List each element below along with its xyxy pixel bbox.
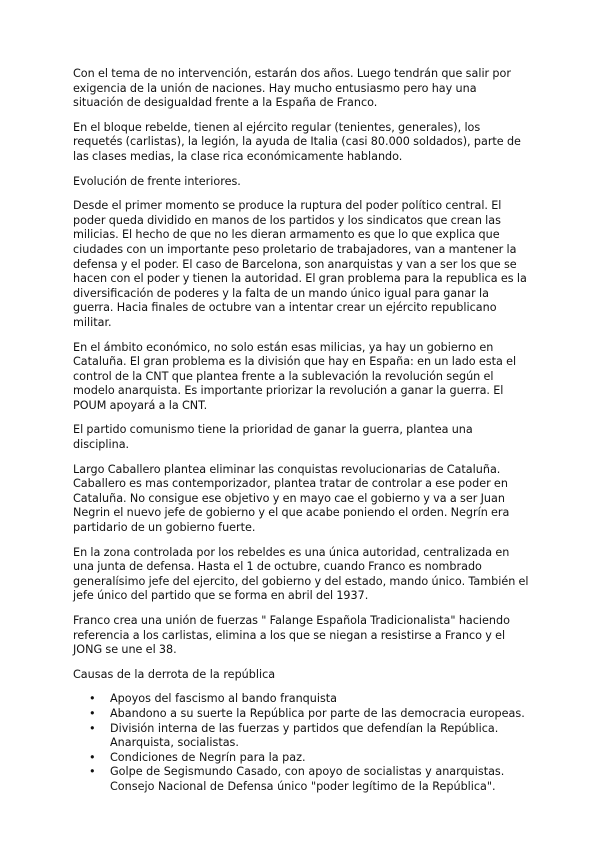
paragraph-largo-caballero: Largo Caballero plantea eliminar las conquistas revolucionarias de Cataluña. Caballero es mas contemporizador, plantea tratar de controlar a ese poder en Cataluña. No consigue ese objetivo y en mayo cae el gobierno y va a ser Juan Negrin el nuevo jefe de gobierno y el que acabe poniendo el orden. Negrín era partidario de un gobierno fuerte. <box>73 462 510 535</box>
document-page <box>73 67 529 795</box>
list-item <box>73 751 529 766</box>
paragraph-franco-union: Franco crea una unión de fuerzas " Falange Española Tradicionalista" haciendo referencia a los carlistas, elimina a los que se niegan a resistirse a Franco y el JONG se une el 38. <box>73 614 510 657</box>
list-item <box>73 692 529 707</box>
paragraph-economic-sphere: En el ámbito económico, no solo están esas milicias, ya hay un gobierno en Cataluña. El gran problema es la división que hay en España: en un lado esta el control de la CNT que plantea frente a la sublevación la revolución según el modelo anarquista. Es importante priorizar la revolución a ganar la guerra. El POUM apoyará a la CNT. <box>73 340 517 412</box>
list-item-text: Condiciones de Negrín para la paz. <box>110 750 306 764</box>
paragraph-communist-party: El partido comunismo tiene la prioridad de ganar la guerra, plantea una disciplina. <box>73 423 473 452</box>
list-item-text: División interna de las fuerzas y partidos que defendían la República. Anarquista, socialistas. <box>110 721 499 750</box>
bullet-icon: • <box>89 692 96 706</box>
list-item-text: Golpe de Segismundo Casado, con apoyo de socialistas y anarquistas. Consejo Nacional de Defensa único "poder legítimo de la República". <box>110 765 505 793</box>
bullet-icon: • <box>89 706 96 720</box>
paragraph-rebel-zone: En la zona controlada por los rebeldes es una única autoridad, centralizada en una junta de defensa. Hasta el 1 de octubre, cuando Franco es nombrado generalísimo jefe del ejercito, del gobierno y del estado, mando único. También el jefe único del partido que se forma en abril del 1937. <box>73 545 529 603</box>
bullet-icon: • <box>89 765 96 779</box>
bullet-icon: • <box>89 721 96 735</box>
paragraph-interior-fronts-heading: Evolución de frente interiores. <box>73 174 241 188</box>
causes-heading: Causas de la derrota de la república <box>73 667 276 681</box>
bullet-icon: • <box>89 750 96 764</box>
causes-list <box>73 692 529 794</box>
paragraph-rebel-bloc: En el bloque rebelde, tienen al ejército regular (tenientes, generales), los requetés (carlistas), la legión, la ayuda de Italia (casi 80.000 soldados), parte de las clases medias, la clase rica económicamente hablando. <box>73 120 521 163</box>
list-item <box>73 707 529 722</box>
list-item-text: Apoyos del fascismo al bando franquista <box>110 692 338 706</box>
paragraph-no-intervention: Con el tema de no intervención, estarán dos años. Luego tendrán que salir por exigencia de la unión de naciones. Hay mucho entusiasmo pero hay una situación de desigualdad frente a la España de Franco. <box>73 67 511 110</box>
list-item-text: Abandono a su suerte la República por parte de las democracia europeas. <box>110 706 525 720</box>
list-item <box>73 722 529 751</box>
list-item <box>73 765 529 794</box>
paragraph-central-power: Desde el primer momento se produce la ruptura del poder político central. El poder queda dividido en manos de los partidos y los sindicatos que crean las milicias. El hecho de que no les dieran armamento es que lo que explica que ciudades con un importante peso proletario de trabajadores, van a mantener la defensa y el poder. El caso de Barcelona, son anarquistas y van a ser los que se hacen con el poder y tienen la autoridad. El gran problema para la republica es la diversificación de poderes y la falta de un mando único igual para ganar la guerra. Hacia finales de octubre van a intentar crear un ejército republicano militar. <box>73 199 527 329</box>
